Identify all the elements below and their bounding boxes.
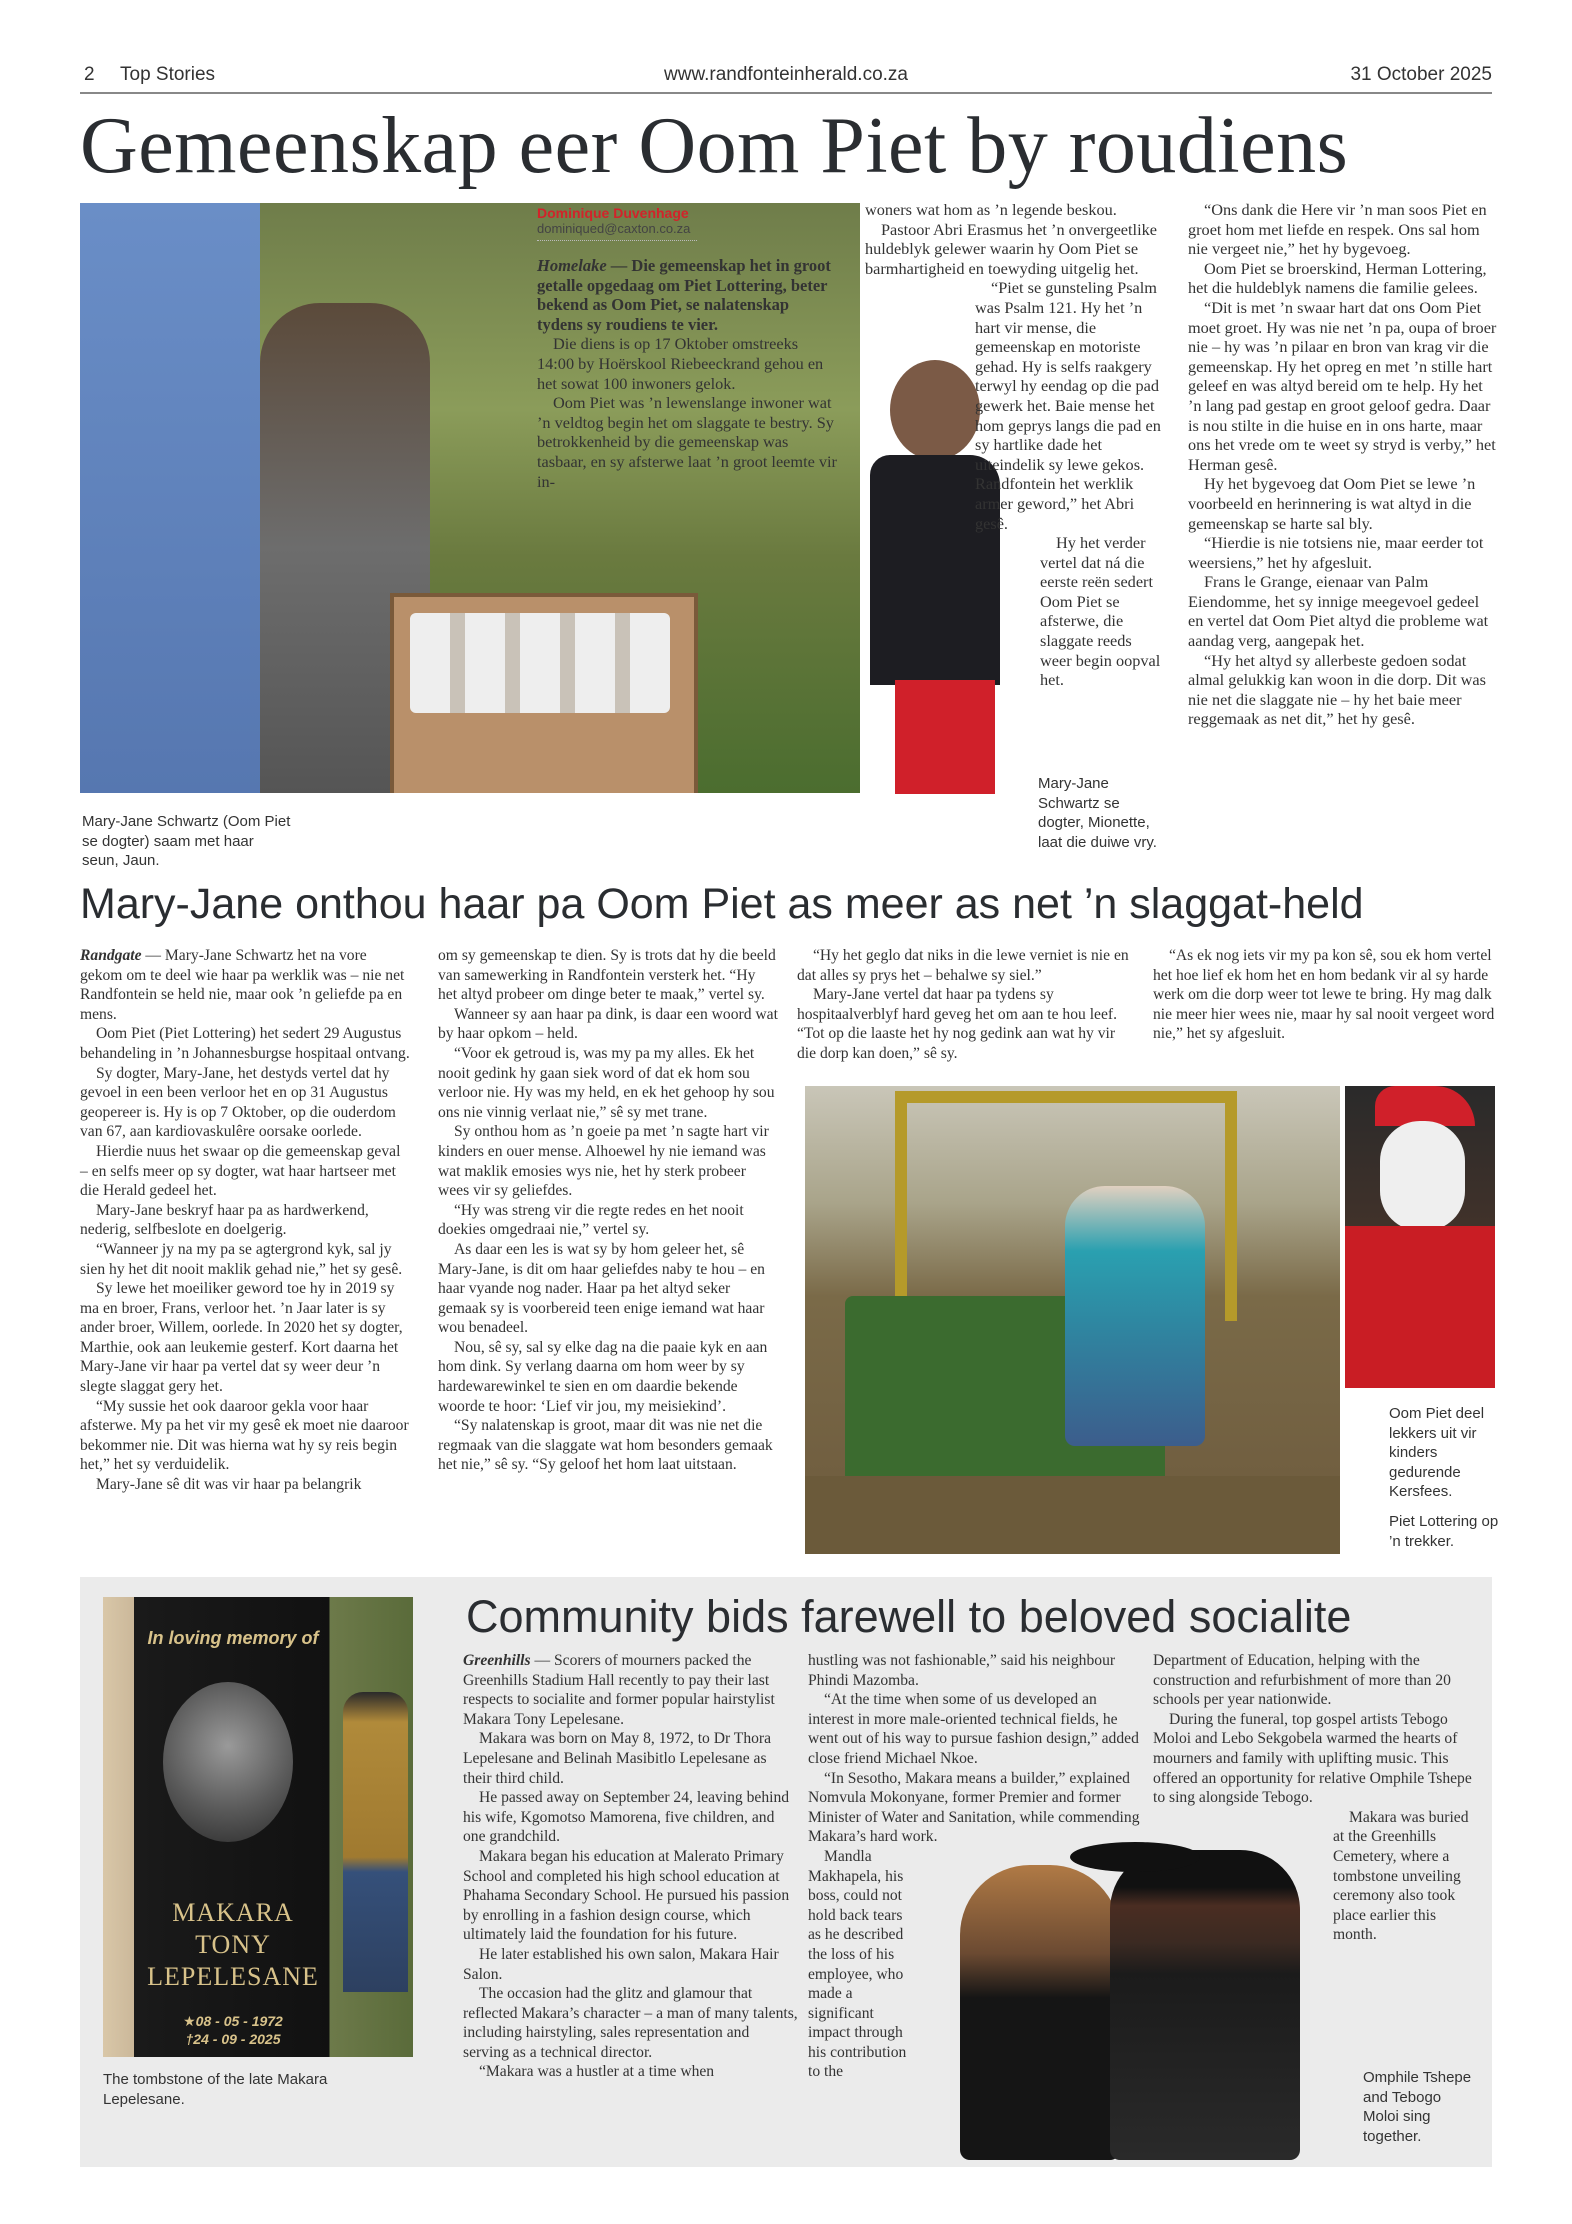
paragraph: “At the time when some of us developed an interest in more male-oriented technical fields, he went out of his way to pursue fashion design,” added close friend Michael Nkoe. <box>808 1691 1139 1767</box>
tombstone-dates <box>133 2012 333 2048</box>
photo-bystander <box>343 1692 408 1992</box>
photo-singers <box>900 1850 1300 2160</box>
photo-roll-bar <box>895 1091 1235 1103</box>
caption-left: Mary-Jane Schwartz (Oom Piet se dogter) saam met haar seun, Jaun. <box>82 810 292 871</box>
photo-santa-coat <box>1345 1226 1495 1388</box>
paragraph: “As ek nog iets vir my pa kon sê, sou ek hom vertel het hoe lief ek hom het en hom bedank vir al sy harde werk om die dorp weer tot lewe te bring. Hy mag dalk nie meer hier wees nie, maar hy sal nooit vergeet word nie,” het sy afgesluit. <box>1153 947 1495 1043</box>
paragraph: — Scorers of mourners packed the Greenhills Stadium Hall recently to pay their last respects to socialite and former popular hairstylist Makara Tony Lepelesane. <box>463 1652 775 1728</box>
paragraph: Oom Piet se broerskind, Herman Lottering, het die huldeblyk namens die familie gelees. <box>1188 258 1487 298</box>
photo-santa <box>1345 1086 1495 1388</box>
photo-tombstone <box>103 1597 413 2057</box>
paragraph: “Dit is met ’n swaar hart dat ons Oom Piet moet groet. Hy was nie net ’n pa, oupa of broer nie – hy was ’n pilaar en bron van krag vir die gemeenskap. Hy het opreg en met ’n stille hart geleef en was altyd bereid om te help. Hy het ’n lang pad gestap en groot geloof gedra. Daar is nou stilte in die huise en in ons harte, maar ons het vrede om te weet sy stryd is verby,” het Herman gesê. <box>1188 297 1497 474</box>
paragraph: “Ons dank die Here vir ’n man soos Piet en groet hom met liefde en respek. Ons sal hom nie vergeet nie,” het hy bygevoeg. <box>1188 200 1487 259</box>
photo-post <box>1225 1091 1237 1321</box>
page-number: 2 <box>84 64 95 85</box>
story1-column-3 <box>1188 200 1498 729</box>
paragraph: “Makara was a hustler at a time when <box>479 2063 715 2081</box>
paragraph: “Wanneer jy na my pa se agtergrond kyk, sal jy sien hy het dit nooit maklik gehad nie,” het sy gesê. <box>80 1240 403 1278</box>
caption-tractor: Piet Lottering op ’n trekker. <box>1389 1513 1499 1550</box>
story2-column-4 <box>1153 946 1498 1044</box>
photo-singer-omphile <box>960 1865 1120 2160</box>
paragraph: Oom Piet (Piet Lottering) het sedert 29 Augustus behandeling in ’n Johannesburgse hospitaal ontvang. <box>80 1025 410 1062</box>
caption-right: Mary-Jane Schwartz se dogter, Mionette, laat die duiwe vry. <box>1038 775 1157 851</box>
paragraph: The occasion had the glitz and glamour that reflected Makara’s character – a man of many talents, including hairstyling, sales representation and serving as a technical director. <box>463 1985 798 2061</box>
story1-headline: Gemeenskap eer Oom Piet by roudiens <box>80 102 1349 190</box>
paragraph: “Hy het altyd sy allerbeste gedoen sodat almal gelukkig kan woon in die dorp. Dit was nie net die slaggate nie – hy het baie meer reggemaak as net dit,” het hy gesê. <box>1188 650 1486 729</box>
paragraph: Makara began his education at Malerato Primary School and completed his high school education at Phahama Secondary School. He pursued his passion by enrolling in a fashion design course, which ultimately laid the foundation for his future. <box>463 1847 790 1944</box>
photo-oom-piet <box>1065 1186 1205 1446</box>
paragraph: “Hierdie is nie totsiens nie, maar eerder tot weersiens,” het hy afgesluit. <box>1188 533 1484 572</box>
paragraph: He passed away on September 24, leaving behind his wife, Kgomotso Mamorena, five children, and one grandchild. <box>463 1789 790 1846</box>
paragraph: Hy het verder vertel dat ná die eerste reën sedert Oom Piet se afsterwe, die slaggate reeds weer begin oopval het. <box>1040 533 1161 690</box>
story2-headline: Mary-Jane onthou haar pa Oom Piet as meer as net ’n slaggat-held <box>80 880 1364 928</box>
paragraph: “Voor ek getroud is, was my pa my alles. Ek het nooit gedink hy gaan siek word of dat ek hom sou verloor nie. Hy was my held, en ek het gehoop hy sou ons nie vinnig verlaat nie,” sê sy met trane. <box>438 1044 775 1121</box>
paragraph: “Hy was streng vir die regte redes en het nooit doekies omgedraai nie,” vertel sy. <box>438 1201 744 1239</box>
paragraph: Makara was buried at the Greenhills Cemetery, where a tombstone unveiling ceremony also took place earlier this month. <box>1333 1808 1469 1944</box>
tombstone-name: MAKARA TONY LEPELESANE <box>147 1898 319 1991</box>
paragraph: Sy dogter, Mary-Jane, het destyds vertel dat hy gevoel in een been verloor het en op 31 Augustus geopereer is. Hy is op 7 Oktober, op die ouderdom van 67, aan kardiovaskulêre oorsake oorlede. <box>80 1064 396 1141</box>
caption-tombstone: The tombstone of the late Makara Lepelesane. <box>103 2071 328 2108</box>
paragraph: Sy onthou hom as ’n goeie pa met ’n sagte hart vir kinders en ouer mense. Alhoewel hy nie iemand was wat maklik emosies wys nie, het hy sterk probeer wees vir sy geliefdes. <box>438 1123 769 1200</box>
lede: — Die gemeenskap het in groot getalle opgedaag om Piet Lottering, beter bekend as Oom Piet, se nalatenskap tydens sy roudiens te vier. <box>537 256 831 334</box>
photo-pants <box>895 680 995 794</box>
paragraph: Makara was born on May 8, 1972, to Dr Thora Lepelesane and Belinah Masibitlo Lepelesane as their third child. <box>463 1730 772 1787</box>
dateline: Randgate <box>80 947 142 964</box>
dateline: Homelake <box>537 256 607 275</box>
story1-column-1 <box>537 256 837 491</box>
story3-headline: Community bids farewell to beloved socialite <box>466 1591 1352 1642</box>
paragraph: Mary-Jane sê dit was vir haar pa belangrik <box>96 1476 362 1494</box>
tombstone-died: †24 - 09 - 2025 <box>185 2031 281 2047</box>
dateline: Greenhills <box>463 1652 531 1669</box>
photo-doves <box>410 613 670 713</box>
issue-date: 31 October 2025 <box>1350 64 1492 85</box>
photo-santa-hat <box>1375 1086 1475 1126</box>
paragraph: Department of Education, helping with the construction and refurbishment of more than 20 schools per year nationwide. <box>1153 1652 1451 1709</box>
caption-santa: Oom Piet deel lekkers uit vir kinders gedurende Kersfees. <box>1389 1405 1485 1500</box>
photo-post <box>895 1091 907 1321</box>
paragraph: As daar een les is wat sy by hom geleer het, sê Mary-Jane, is dit om haar geliefdes naby te hou – en haar vyande nog nader. Haar pa het altyd seker gemaak sy is voorbereid teen enige iemand wat haar wou benadeel. <box>438 1240 765 1337</box>
paragraph: “In Sesotho, Makara means a builder,” explained Nomvula Mokonyane, former Premier and former Minister of Water and Sanitation, while commending Makara’s hard work. <box>808 1769 1140 1846</box>
story1-column-2 <box>865 200 1165 690</box>
paragraph: Oom Piet was ’n lewenslange inwoner wat ’n veldtog begin het om slaggate te bestry. Sy betrokkenheid by die gemeenskap was tasbaar, en sy afsterwe laat ’n groot leemte vir in- <box>537 393 837 491</box>
story2-column-2 <box>438 946 778 1475</box>
section-label: Top Stories <box>120 64 216 85</box>
photo-figure-man <box>80 203 260 793</box>
page-header <box>80 62 1492 94</box>
photo-fedora <box>1070 1842 1200 1872</box>
paragraph: Pastoor Abri Erasmus het ’n onvergeetlike huldeblyk gelewer waarin hy Oom Piet se barmhartigheid en toewyding uitgelig het. <box>865 219 1157 278</box>
caption-singers: Omphile Tshepe and Tebogo Moloi sing together. <box>1363 2069 1472 2145</box>
paragraph: Mary-Jane vertel dat haar pa tydens sy hospitaalverblyf hard geveg het om aan te hou leef. “Tot op die laaste het hy nog gedink aan wat hy vir die dorp kan doen,” sê sy. <box>797 986 1117 1062</box>
paragraph: Die diens is op 17 Oktober omstreeks 14:00 by Hoërskool Riebeeckrand gehou en het sowat 100 inwoners gelok. <box>537 334 824 393</box>
paragraph: Wanneer sy aan haar pa dink, is daar een woord wat by haar opkom – held. <box>438 1005 778 1043</box>
paragraph: Nou, sê sy, sal sy elke dag na die paaie kyk en aan hom dink. Sy verlang daarna om hom weer by sy hardewarewinkel te sien en om daardie bekende woorde te hoor: ‘Lief vir jou, my meisiekind’. <box>438 1338 768 1415</box>
byline-divider <box>537 240 697 241</box>
photo-santa-beard <box>1380 1121 1465 1231</box>
paragraph: “Piet se gunsteling Psalm was Psalm 121. Hy het ’n hart vir mense, die gemeenskap en motoriste gehad. Hy is selfs raakgery terwyl hy eendag op die pad gewerk het. Baie mense het hom geprys langs die pad en sy hartlike dade het uiteindelik sy lewe gekos. Randfontein het werklik armer geword,” het Abri gesê. <box>975 278 1161 533</box>
photo-singer-tebogo <box>1110 1850 1300 2160</box>
paragraph: Frans le Grange, eienaar van Palm Eiendomme, het sy innige meegevoel gedeel en vertel dat Oom Piet altyd die probleme wat aandag verg, aangepak het. <box>1188 572 1489 651</box>
paragraph: He later established his own salon, Makara Hair Salon. <box>463 1945 779 1983</box>
paragraph: Hierdie nuus het swaar op die gemeenskap geval – en selfs meer op sy dogter, wat haar hartseer met die Herald gedeel het. <box>80 1142 401 1200</box>
paragraph: om sy gemeenskap te dien. Sy is trots dat hy die beeld van samewerking in Randfontein versterk het. “Hy het altyd probeer om dinge beter te maak,” vertel sy. <box>438 947 776 1004</box>
paragraph: Mandla Makhapela, his boss, could not hold back tears as he described the loss of his employee, who made a significant impact through his contribution to the <box>808 1847 907 2081</box>
paragraph: “Sy nalatenskap is groot, maar dit was nie net die regmaak van die slaggate wat hom besonders gemaak het nie,” sê sy. “Sy geloof het hom laat uitstaan. <box>438 1417 773 1474</box>
tombstone-portrait <box>163 1682 293 1842</box>
byline-name: Dominique Duvenhage <box>537 205 689 221</box>
story2-column-3 <box>797 946 1137 1064</box>
tombstone-memory-text: In loving memory of <box>147 1628 319 1648</box>
paragraph: “My sussie het ook daaroor gekla voor haar afsterwe. My pa het vir my gesê ek moet nie daaroor bekommer nie. Dit was hierna wat hy sy reis begin het,” het sy verduidelik. <box>80 1397 409 1474</box>
tombstone-born: ★08 - 05 - 1972 <box>183 2013 283 2029</box>
paragraph: Mary-Jane beskryf haar pa as hardwerkend, nederig, selfbeslote en doelgerig. <box>80 1201 369 1239</box>
paragraph: Sy lewe het moeiliker geword toe hy in 2019 sy ma en broer, Frans, verloor het. ’n Jaar later is sy ander broer, Willem, oorlede. In 2020 het sy dogter, Marthie, ook aan leukemie gesterf. Kort daarna het Mary-Jane vir haar pa vertel dat sy weer deur ’n slegte slaggat gery het. <box>80 1280 403 1396</box>
paragraph: During the funeral, top gospel artists Tebogo Moloi and Lebo Sekgobela warmed the hearts of mourners and family with uplifting music. This offered an opportunity for relative Omphile Tshepe to sing alongside Tebogo. <box>1153 1710 1472 1807</box>
paragraph: Hy het bygevoeg dat Oom Piet se lewe ’n voorbeeld en herinnering is wat altyd in die gemeenskap se harte sal bly. <box>1188 474 1476 533</box>
paragraph: “Hy het geglo dat niks in die lewe verniet is nie en dat alles sy prys het – behalwe sy siel.” <box>797 947 1129 984</box>
paragraph: hustling was not fashionable,” said his neighbour Phindi Mazomba. <box>808 1652 1116 1689</box>
story3-column-1 <box>463 1651 798 2082</box>
story2-column-1 <box>80 946 410 1495</box>
paragraph: — Mary-Jane Schwartz het na vore gekom om te deel wie haar pa werklik was – nie net Randfontein se held nie, maar ook ’n geliefde pa en mens. <box>80 947 405 1023</box>
photo-dozer-blade <box>805 1476 1340 1554</box>
site-url[interactable]: www.randfonteinherald.co.za <box>664 64 908 85</box>
byline-email[interactable]: dominiqued@caxton.co.za <box>537 221 691 236</box>
photo-tractor <box>805 1086 1340 1554</box>
paragraph: woners wat hom as ’n legende beskou. <box>865 200 1117 219</box>
